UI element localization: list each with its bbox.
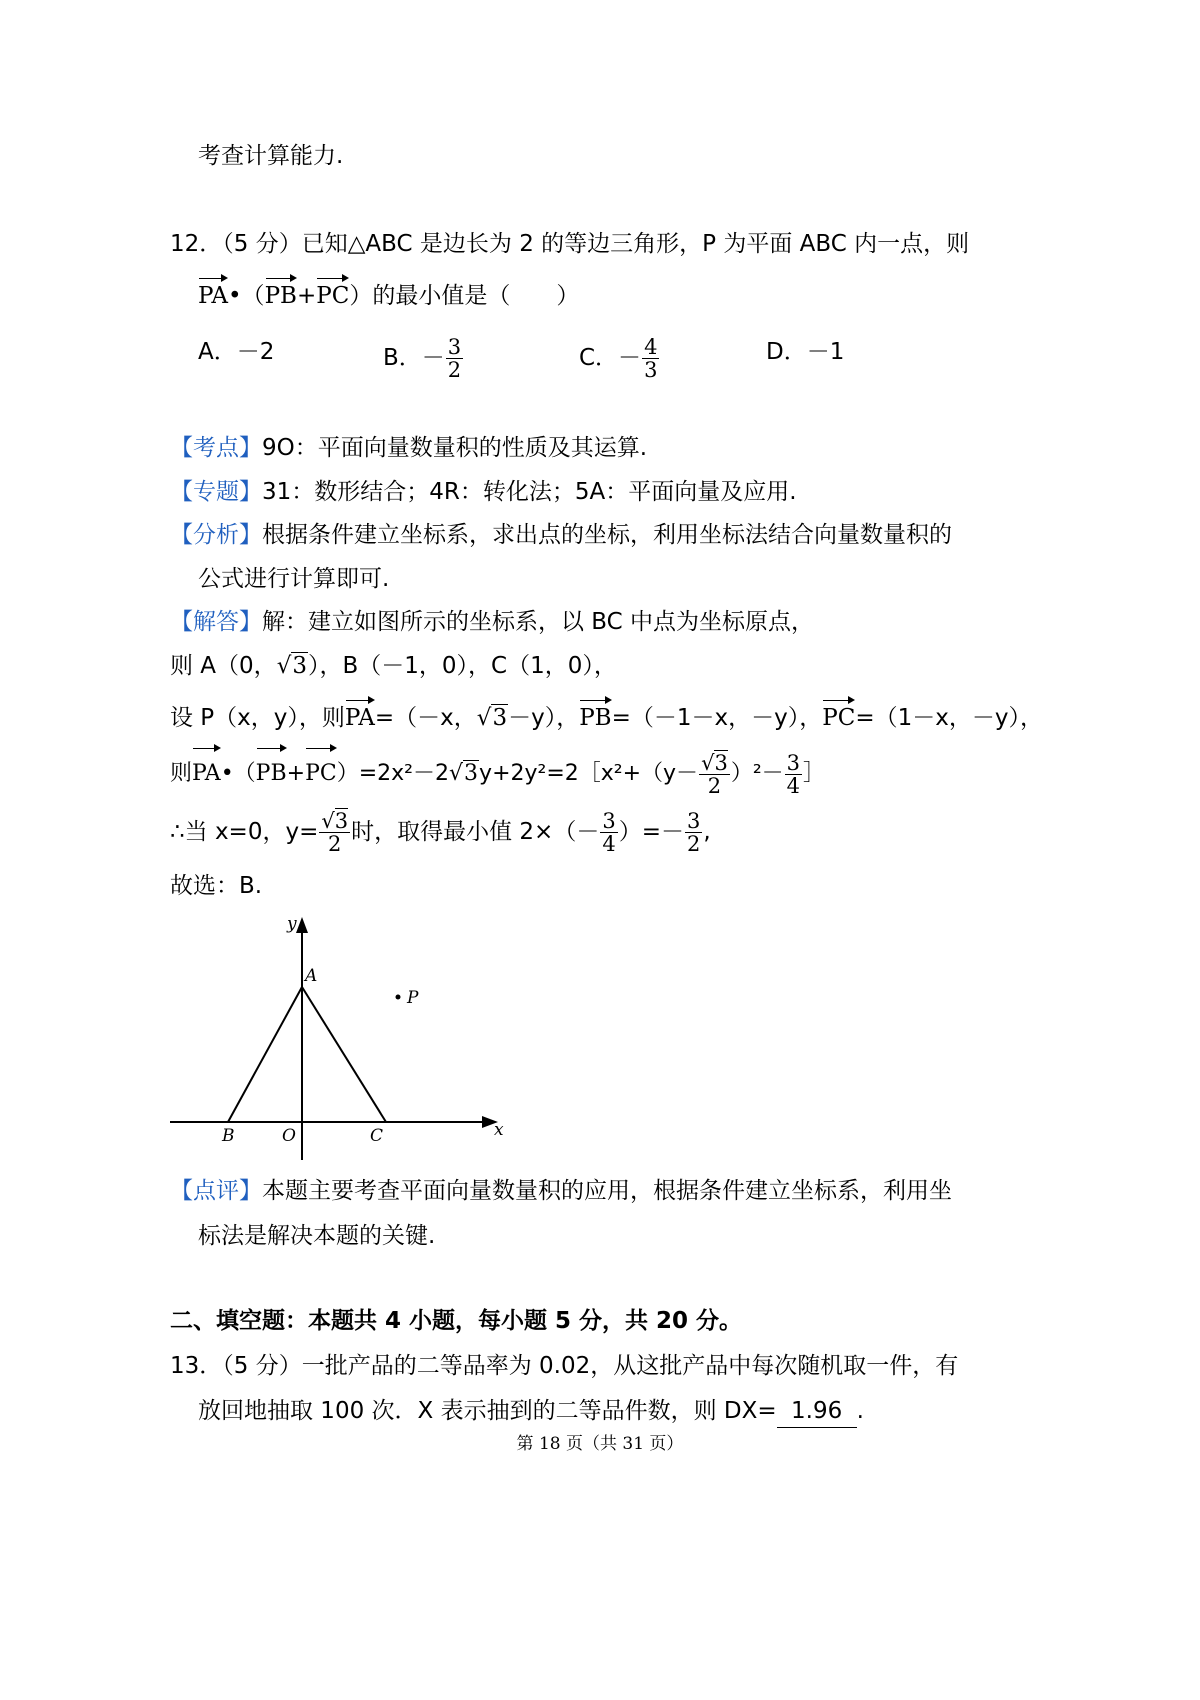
- vector-pa: PA: [345, 702, 375, 734]
- when-pre: ∴当 x=0，y=: [170, 819, 319, 845]
- coord-a-pre: 则 A（0，: [170, 653, 277, 679]
- fenxi-line-2: 公式进行计算即可.: [198, 566, 390, 592]
- question-13-stem: 13．（5 分）一批产品的二等品率为 0.02，从这批产品中每次随机取一件，有: [170, 1353, 959, 1379]
- set-p-pre: 设 P（x，y），则: [170, 705, 345, 731]
- y-axis-arrow: [296, 917, 308, 933]
- dot-eq1: ）=2x²－2: [336, 761, 450, 786]
- question-13-end: .: [856, 1398, 864, 1424]
- fenxi-tag: 【分析】: [170, 522, 262, 548]
- dot-eq3: ）²－: [730, 761, 784, 786]
- minimum-line: [170, 808, 711, 856]
- plus-op: +: [296, 283, 317, 309]
- option-a: A．－2: [198, 339, 275, 365]
- radicand: 3: [492, 705, 508, 731]
- question-12-stem: 12．（5 分）已知△ABC 是边长为 2 的等边三角形，P 为平面 ABC 内一点，则: [170, 231, 970, 257]
- y-label: y: [287, 914, 297, 934]
- zhuanti-tag: 【专题】: [170, 479, 262, 505]
- denominator: 4: [786, 773, 801, 798]
- set-p-line: [170, 702, 1043, 734]
- option-d: D．－1: [766, 339, 845, 365]
- fenxi-line: [170, 519, 952, 551]
- numerator: 4: [644, 335, 658, 359]
- option-c: [579, 336, 660, 380]
- vector-pb: PB: [579, 702, 611, 734]
- vector-pb: PB: [265, 280, 297, 312]
- sqrt-3: √3: [449, 761, 479, 786]
- dot-eq2: y+2y²=2［x²+（y－: [479, 761, 699, 786]
- option-c-label: C．－: [579, 345, 642, 371]
- jieda-text: 解：建立如图所示的坐标系，以 BC 中点为坐标原点，: [262, 609, 815, 635]
- vector-pc: PC: [316, 280, 349, 312]
- numerator: 3: [602, 809, 616, 833]
- numerator: √3: [321, 809, 349, 833]
- when-end: ,: [703, 819, 711, 845]
- page-footer: 第 18 页（共 31 页）: [516, 1434, 684, 1454]
- dot-product-line: [170, 750, 825, 798]
- label-p: P: [407, 988, 419, 1008]
- coordinates-line: [170, 650, 617, 682]
- vector-pa: PA: [192, 750, 221, 798]
- answer-blank: 1.96: [777, 1395, 857, 1428]
- vector-pa: PA: [198, 280, 228, 312]
- dianping-tag: 【点评】: [170, 1178, 262, 1204]
- coord-a-post: ），B（－1，0），C（1，0），: [307, 653, 617, 679]
- dot-op: •（: [227, 283, 265, 309]
- fraction-3-4: [785, 752, 802, 797]
- question-12-expression: [198, 280, 579, 312]
- sqrt-3: √3: [476, 705, 508, 731]
- zhuanti-line: [170, 476, 797, 508]
- x-label: x: [494, 1120, 504, 1140]
- set-pa-value: =（－x，: [374, 705, 477, 731]
- text-line: 考查计算能力.: [198, 143, 344, 169]
- kaodian-text: 9O：平面向量数量积的性质及其运算.: [262, 435, 648, 461]
- kaodian-line: [170, 432, 647, 464]
- dianping-line: [170, 1175, 952, 1207]
- fraction-3-2: [446, 336, 463, 381]
- numerator: √3: [701, 750, 728, 775]
- fenxi-text: 根据条件建立坐标系，求出点的坐标，利用坐标法结合向量数量积的: [262, 522, 952, 548]
- numerator: 3: [786, 750, 801, 775]
- when-mid: 时，取得最小值 2×（－: [351, 819, 600, 845]
- answer-line: 故选：B.: [170, 873, 263, 899]
- numerator: 3: [686, 809, 701, 833]
- set-pb-value: =（－1－x，－y），: [611, 705, 823, 731]
- dianping-text: 本题主要考查平面向量数量积的应用，根据条件建立坐标系，利用坐: [262, 1178, 952, 1204]
- numerator: 3: [447, 335, 462, 359]
- radicand: 3: [464, 761, 479, 786]
- fraction-3-2: [685, 810, 702, 855]
- denominator: 4: [602, 832, 616, 856]
- dot-plus: +: [286, 761, 306, 786]
- section-heading: 二、填空题：本题共 4 小题，每小题 5 分，共 20 分。: [170, 1308, 743, 1334]
- radicand: 3: [714, 750, 728, 775]
- label-b: B: [222, 1126, 235, 1146]
- dianping-line-2: 标法是解决本题的关键.: [198, 1223, 436, 1249]
- question-13-text: 放回地抽取 100 次．X 表示抽到的二等品件数，则 DX=: [198, 1398, 777, 1424]
- radicand: 3: [292, 653, 307, 679]
- vector-pc: PC: [822, 702, 855, 734]
- option-b: [383, 336, 464, 380]
- denominator: 2: [328, 832, 342, 856]
- dot-pre: 则: [170, 761, 193, 786]
- jieda-tag: 【解答】: [170, 609, 262, 635]
- vector-pb: PB: [256, 750, 287, 798]
- coordinate-figure: [160, 905, 520, 1175]
- jieda-line: [170, 606, 814, 638]
- question-13-line-2: [198, 1395, 864, 1428]
- point-p-dot: [396, 995, 401, 1000]
- side-ab: [228, 987, 302, 1122]
- side-ac: [302, 987, 386, 1122]
- fraction-3-4: [600, 810, 617, 855]
- label-a: A: [305, 966, 318, 986]
- radicand: 3: [334, 809, 349, 833]
- dot-mid: •（: [220, 761, 256, 786]
- sqrt-3: √3: [276, 653, 307, 679]
- denominator: 2: [686, 832, 701, 856]
- denominator: 2: [707, 773, 722, 798]
- denominator: 2: [447, 358, 462, 382]
- set-pa-value-2: －y），: [508, 705, 580, 731]
- when-mid-2: ）=－: [618, 819, 684, 845]
- vector-pc: PC: [305, 750, 337, 798]
- dot-eq4: ］: [803, 761, 826, 786]
- label-o: O: [282, 1126, 296, 1146]
- set-pc-value: =（1－x，－y），: [855, 705, 1043, 731]
- label-c: C: [370, 1126, 384, 1146]
- fraction-sqrt3-2: [699, 752, 730, 797]
- kaodian-tag: 【考点】: [170, 435, 262, 461]
- zhuanti-text: 31：数形结合；4R：转化法；5A：平面向量及应用.: [262, 479, 797, 505]
- option-b-label: B．－: [383, 345, 445, 371]
- question-12-tail: ）的最小值是（ ）: [349, 283, 580, 309]
- fraction-4-3: [642, 336, 659, 381]
- fraction-sqrt3-2: [319, 810, 350, 855]
- denominator: 3: [644, 358, 658, 382]
